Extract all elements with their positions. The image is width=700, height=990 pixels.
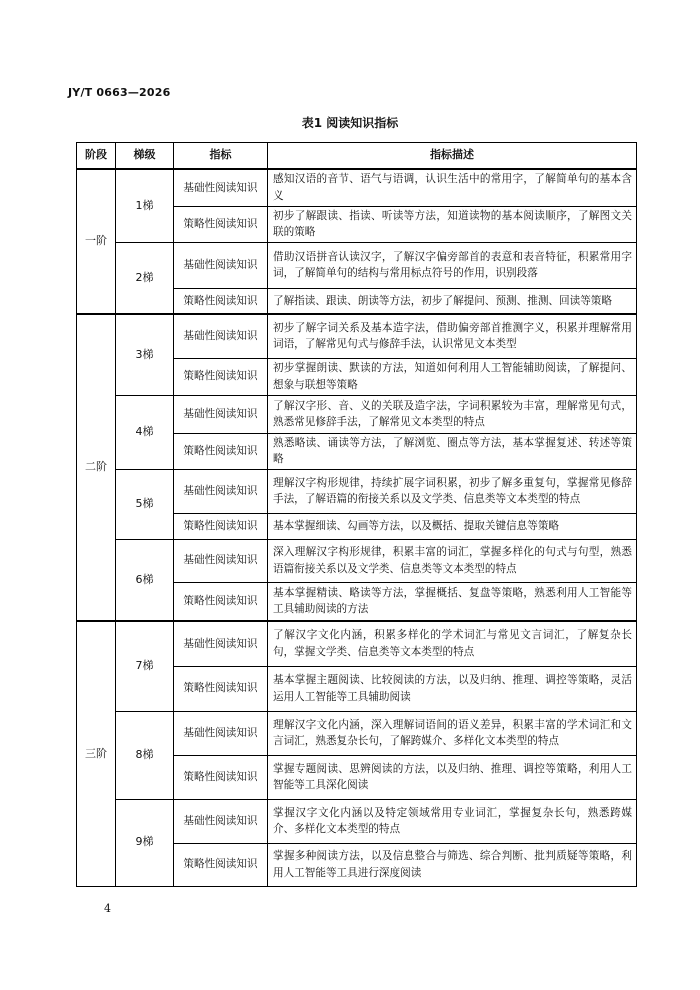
description-cell: 掌握多种阅读方法，以及信息整合与筛选、综合判断、批判质疑等策略，利用人工智能等工具进行深度阅读	[268, 843, 637, 886]
column-header-indicator: 指标	[174, 143, 268, 170]
indicator-cell: 策略性阅读知识	[174, 843, 268, 886]
column-header-description: 指标描述	[268, 143, 637, 170]
indicator-cell: 基础性阅读知识	[174, 169, 268, 206]
description-cell: 掌握专题阅读、思辨阅读的方法，以及归纳、推理、调控等策略，利用人工智能等工具深化阅读	[268, 755, 637, 799]
column-header-grade: 梯级	[116, 143, 174, 170]
indicator-cell: 基础性阅读知识	[174, 242, 268, 288]
description-cell: 初步了解跟读、指读、听读等方法，知道读物的基本阅读顺序，了解图文关联的策略	[268, 206, 637, 242]
table-row	[77, 711, 637, 755]
table-row	[77, 242, 637, 288]
grade-cell: 6梯	[116, 539, 174, 621]
description-cell: 熟悉略读、诵读等方法，了解浏览、圈点等方法，基本掌握复述、转述等策略	[268, 433, 637, 469]
stage-cell: 二阶	[77, 314, 116, 621]
reading-knowledge-table	[76, 142, 637, 887]
table-row	[77, 169, 637, 206]
indicator-cell: 基础性阅读知识	[174, 621, 268, 666]
description-cell: 初步了解字词关系及基本造字法，借助偏旁部首推测字义，积累并理解常用词语，了解常见句式与修辞手法，认识常见文本类型	[268, 314, 637, 358]
table-row	[77, 621, 637, 666]
description-cell: 初步掌握朗读、默读的方法，知道如何利用人工智能辅助阅读，了解提问、想象与联想等策略	[268, 358, 637, 395]
table-row	[77, 799, 637, 843]
description-cell: 理解汉字构形规律，持续扩展字词积累，初步了解多重复句，掌握常见修辞手法，了解语篇的衔接关系以及文学类、信息类等文本类型的特点	[268, 469, 637, 513]
indicator-cell: 策略性阅读知识	[174, 433, 268, 469]
indicator-cell: 策略性阅读知识	[174, 513, 268, 539]
description-cell: 深入理解汉字构形规律，积累丰富的词汇，掌握多样化的句式与句型，熟悉语篇衔接关系以及文学类、信息类等文本类型的特点	[268, 539, 637, 582]
description-cell: 基本掌握细读、勾画等方法，以及概括、提取关键信息等策略	[268, 513, 637, 539]
stage-cell: 一阶	[77, 169, 116, 314]
description-cell: 掌握汉字文化内涵以及特定领域常用专业词汇，掌握复杂长句，熟悉跨媒介、多样化文本类型的特点	[268, 799, 637, 843]
standard-code: JY/T 0663—2026	[68, 86, 171, 99]
indicator-cell: 基础性阅读知识	[174, 469, 268, 513]
indicator-cell: 策略性阅读知识	[174, 206, 268, 242]
grade-cell: 5梯	[116, 469, 174, 539]
table-row	[77, 395, 637, 433]
description-cell: 基本掌握精读、略读等方法，掌握概括、复盘等策略，熟悉利用人工智能等工具辅助阅读的方法	[268, 582, 637, 621]
page-number: 4	[104, 902, 111, 915]
stage-cell: 三阶	[77, 621, 116, 886]
grade-cell: 8梯	[116, 711, 174, 799]
indicator-cell: 基础性阅读知识	[174, 539, 268, 582]
description-cell: 了解汉字形、音、义的关联及造字法，字词积累较为丰富，理解常见句式，熟悉常见修辞手法，了解常见文本类型的特点	[268, 395, 637, 433]
indicator-cell: 策略性阅读知识	[174, 666, 268, 711]
table-header-row	[77, 143, 637, 170]
grade-cell: 3梯	[116, 314, 174, 395]
description-cell: 了解汉字文化内涵，积累多样化的学术词汇与常见文言词汇，了解复杂长句，掌握文学类、信息类等文本类型的特点	[268, 621, 637, 666]
description-cell: 感知汉语的音节、语气与语调，认识生活中的常用字，了解简单句的基本含义	[268, 169, 637, 206]
description-cell: 理解汉字文化内涵，深入理解词语间的语义差异，积累丰富的学术词汇和文言词汇，熟悉复杂长句，了解跨媒介、多样化文本类型的特点	[268, 711, 637, 755]
table-row	[77, 539, 637, 582]
table-row	[77, 314, 637, 358]
description-cell: 了解指读、跟读、朗读等方法，初步了解提问、预测、推测、回读等策略	[268, 288, 637, 314]
indicator-cell: 基础性阅读知识	[174, 711, 268, 755]
column-header-stage: 阶段	[77, 143, 116, 170]
indicator-cell: 基础性阅读知识	[174, 395, 268, 433]
table-row	[77, 469, 637, 513]
indicator-cell: 策略性阅读知识	[174, 755, 268, 799]
table-title: 表1 阅读知识指标	[301, 116, 399, 130]
grade-cell: 2梯	[116, 242, 174, 314]
description-cell: 基本掌握主题阅读、比较阅读的方法，以及归纳、推理、调控等策略，灵活运用人工智能等工具辅助阅读	[268, 666, 637, 711]
indicator-cell: 策略性阅读知识	[174, 288, 268, 314]
grade-cell: 7梯	[116, 621, 174, 711]
grade-cell: 9梯	[116, 799, 174, 886]
indicator-cell: 策略性阅读知识	[174, 358, 268, 395]
indicator-cell: 基础性阅读知识	[174, 314, 268, 358]
grade-cell: 4梯	[116, 395, 174, 469]
grade-cell: 1梯	[116, 169, 174, 242]
indicator-cell: 基础性阅读知识	[174, 799, 268, 843]
indicator-cell: 策略性阅读知识	[174, 582, 268, 621]
description-cell: 借助汉语拼音认读汉字，了解汉字偏旁部首的表意和表音特征，积累常用字词，了解简单句的结构与常用标点符号的作用，识别段落	[268, 242, 637, 288]
